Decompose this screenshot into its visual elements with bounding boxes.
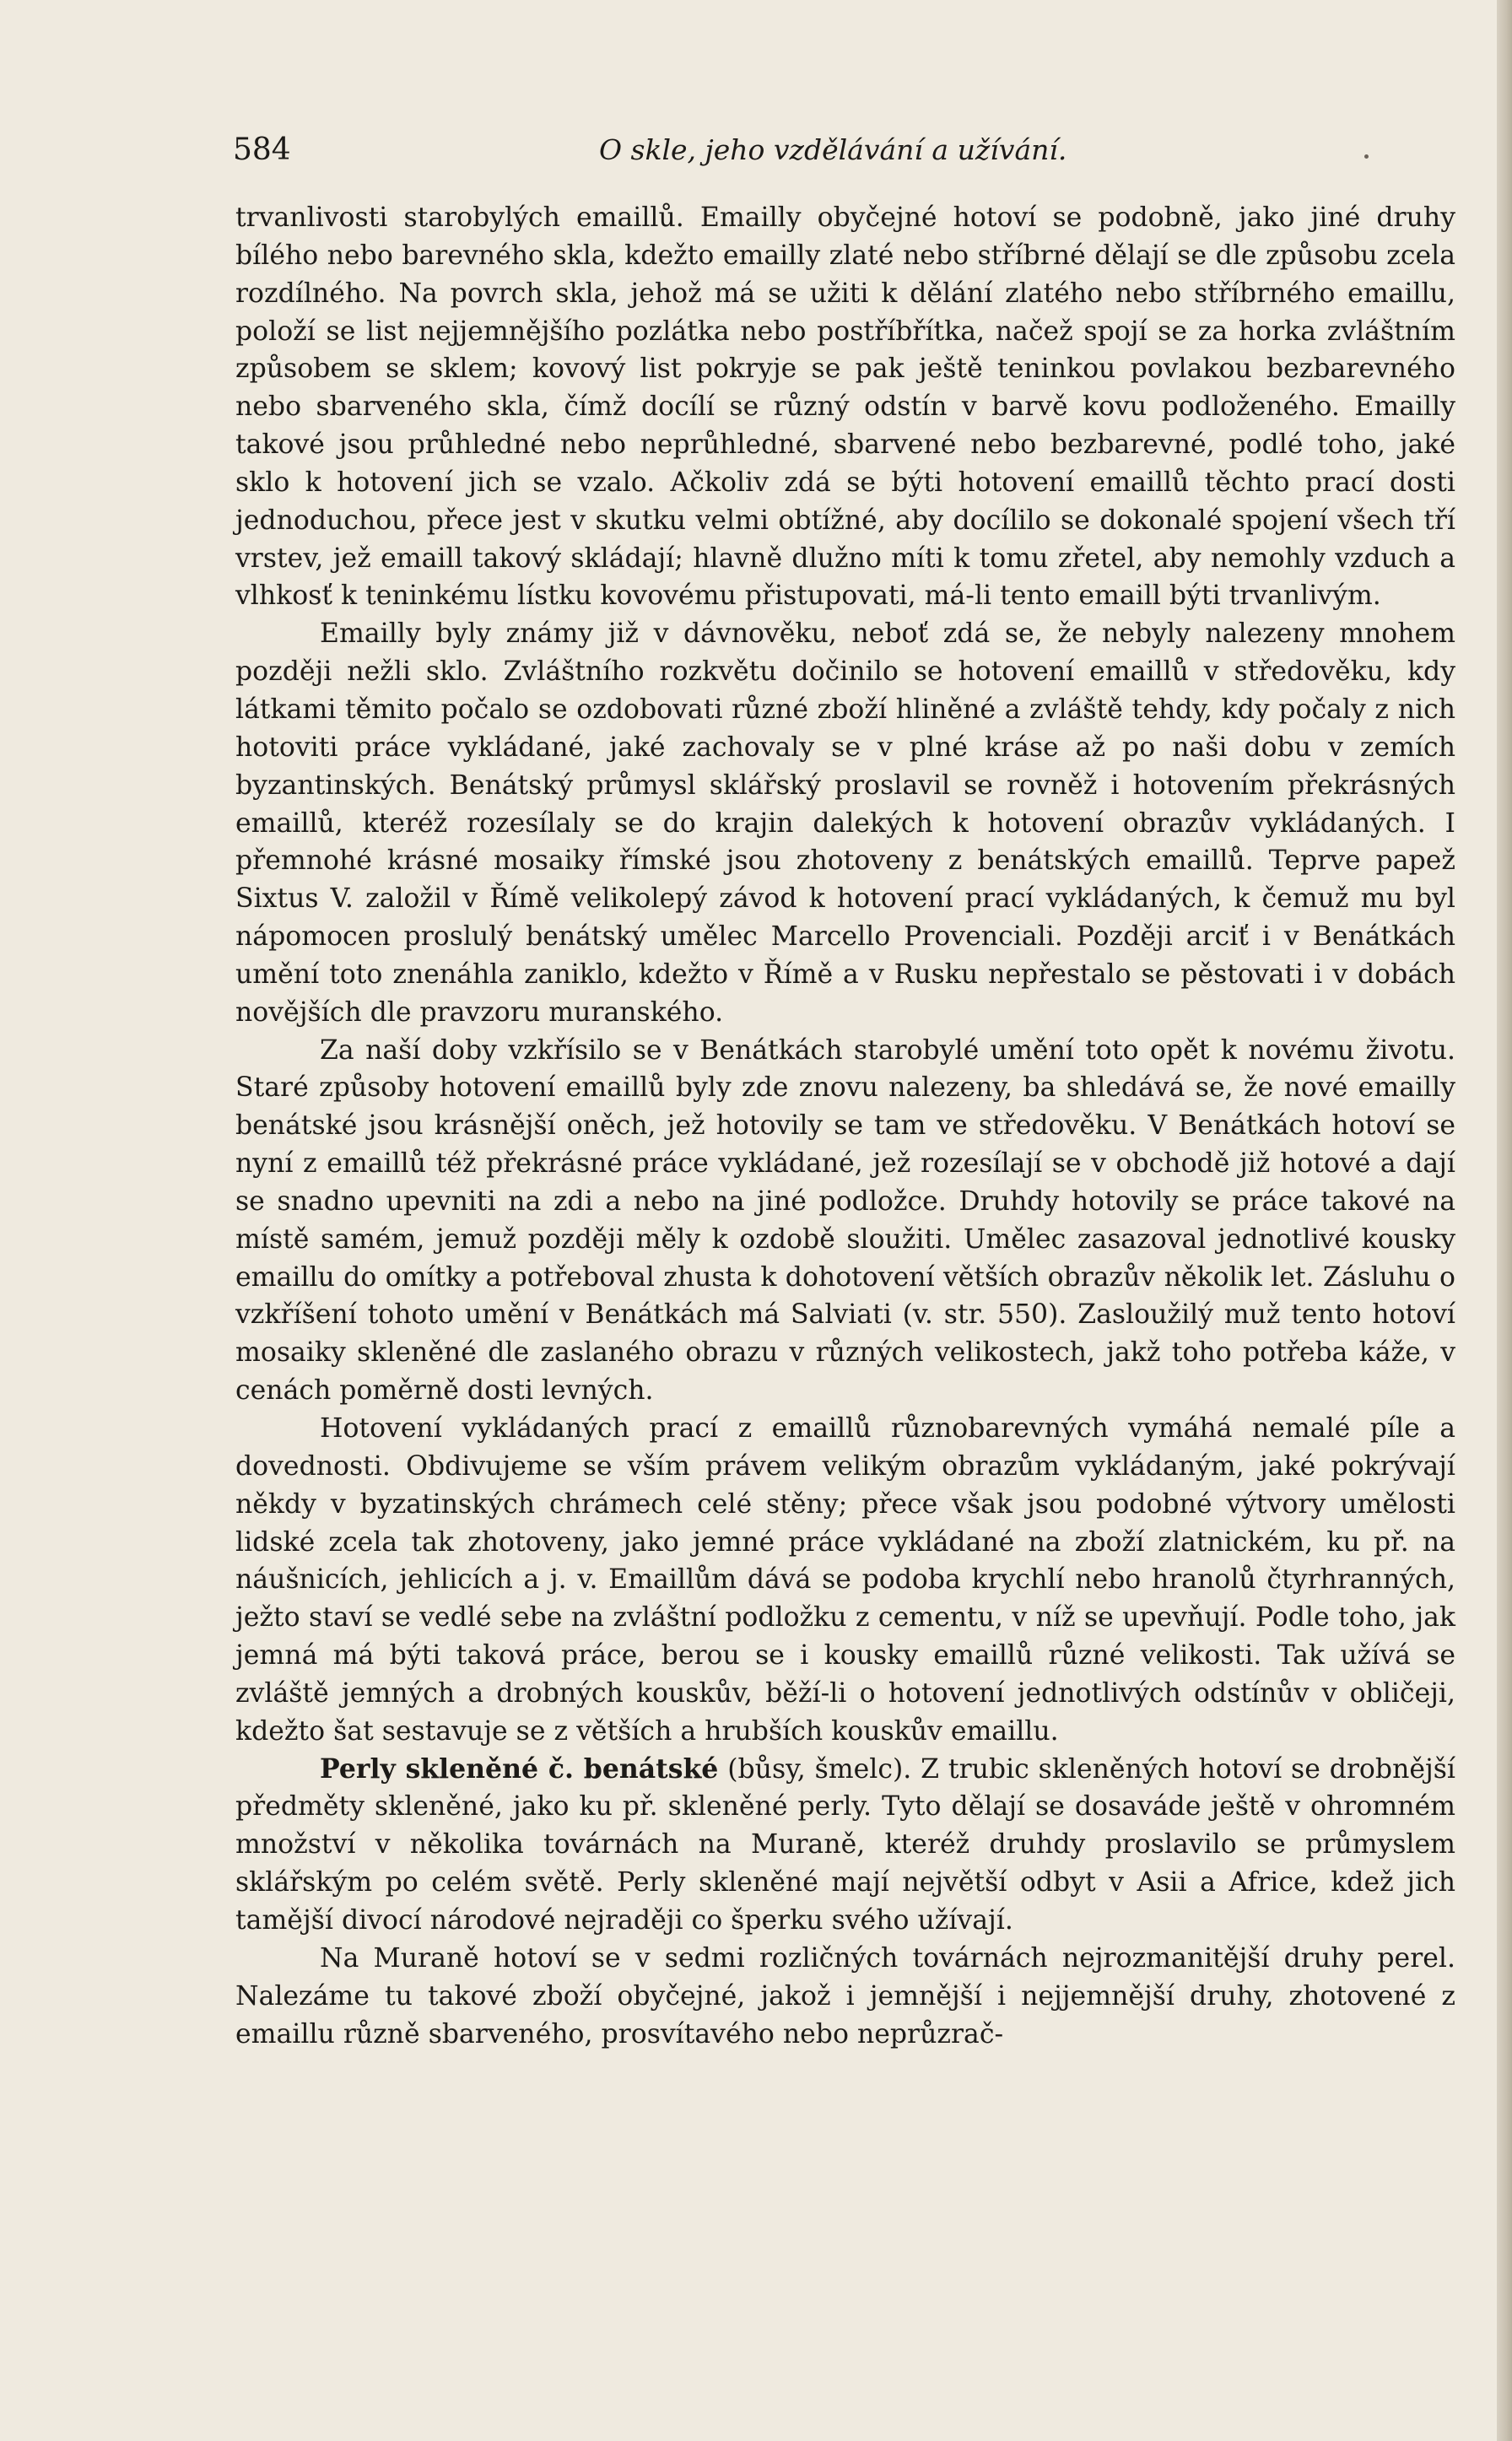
paragraph-text: trvanlivosti starobylých emaillů. Emailly obyčejné hotoví se podobně, jako jiné druhy bílého nebo barevného skla, kdežto emailly zlaté nebo stříbrné dělají se dle způsobu zcela rozdílného. Na povrch skla, jehož má se užiti k dělání zlatého nebo stříbrného emaillu, položí se list nejjemnějšího pozlátka nebo postříbřítka, načež spojí se za horka zvláštním způsobem se sklem; kovový list pokryje se pak ještě teninkou povlakou bezbarevného nebo sbarveného skla, čímž docílí se různý odstín v barvě kovu podloženého. Emailly takové jsou průhledné nebo neprůhledné, sbarvené nebo bezbarevné, podlé toho, jaké sklo k hotovení jich se vzalo. Ačkoliv zdá se býti hotovení emaillů těchto prací dosti jednoduchou, přece jest v skutku velmi obtížné, aby docílilo se dokonalé spojení všech tří vrstev, jež emaill takový skládají; hlavně dlužno míti k tomu zřetel, aby nemohly vzduch a vlhkosť k teninkému lístku kovovému přistupovati, má-li tento emaill býti trvanlivým. bbox=[235, 203, 1455, 612]
paragraph-glass-beads bbox=[235, 1751, 1455, 1940]
page-number: 584 bbox=[233, 132, 291, 167]
body-text bbox=[235, 199, 1455, 2053]
paragraph-text: Emailly byly známy již v dávnověku, neboť zdá se, že nebyly nalezeny mnohem později nežli sklo. Zvláštního rozkvětu dočinilo se hotovení emaillů v středověku, kdy látkami těmito počalo se ozdobovati různé zboží hliněné a zvláště tehdy, kdy počaly z nich hotoviti práce vykládané, jaké zachovaly se v plné kráse až po naši dobu v zemích byzantinských. Benátský průmysl sklářský proslavil se rovněž i hotovením překrásných emaillů, kteréž rozesílaly se do krajin dalekých k hotovení obrazův vykládaných. I přemnohé krásné mosaiky římské jsou zhotoveny z benátských emaillů. Teprve papež Sixtus V. založil v Římě velikolepý závod k hotovení prací vykládaných, k čemuž mu byl nápomocen proslulý benátský umělec Marcello Provenciali. Později arciť i v Benátkách umění toto znenáhla zaniklo, kdežto v Římě a v Rusku nepřestalo se pěstovati i v dobách novějších dle pravzoru muranského. bbox=[235, 618, 1455, 1028]
paragraph-text: Za naší doby vzkřísilo se v Benátkách starobylé umění toto opět k novému životu. Staré způsoby hotovení emaillů byly zde znovu nalezeny, ba shledává se, že nové emailly benátské jsou krásnější oněch, jež hotovily se tam ve středověku. V Benátkách hotoví se nyní z emaillů též překrásné práce vykládané, jež rozesílají se v obchodě již hotové a dají se snadno upevniti na zdi a nebo na jiné podložce. Druhdy hotovily se práce takové na místě samém, jemuž později měly k ozdobě sloužiti. Umělec zasazoval jednotlivé kousky emaillu do omítky a potřeboval zhusta k dohotovení větších obrazův několik let. Zásluhu o vzkříšení tohoto umění v Benátkách má Salviati (v. str. 550). Zasloužilý muž tento hotoví mosaiky skleněné dle zaslaného obrazu v různých velikostech, jakž toho potřeba káže, v cenách poměrně dosti levných. bbox=[235, 1034, 1455, 1407]
paragraph-enamel-durability bbox=[235, 199, 1455, 615]
paragraph-enamel-history bbox=[235, 615, 1455, 1031]
running-title: O skle, jeho vzdělávání a užívání. bbox=[599, 133, 1067, 166]
paragraph-text: Hotovení vykládaných prací z emaillů různobarevných vymáhá nemalé píle a dovednosti. Obdivujeme se vším právem velikým obrazům vykládaným, jaké pokrývají někdy v byzatinských chrámech celé stěny; přece však jsou podobné výtvory umělosti lidské zcela tak zhotoveny, jako jemné práce vykládané na zboží zlatnickém, ku př. na náušnicích, jehlicích a j. v. Emaillům dává se podoba krychlí nebo hranolů čtyrhranných, ježto staví se vedlé sebe na zvláštní podložku z cementu, v níž se upevňují. Podle toho, jak jemná má býti taková práce, berou se i kousky emaillů různé velikosti. Tak užívá se zvláště jemných a drobných kouskův, běží-li o hotovení jednotlivých odstínův v obličeji, kdežto šat sestavuje se z větších a hrubších kouskův emaillu. bbox=[235, 1413, 1455, 1747]
running-head bbox=[233, 125, 1456, 176]
paragraph-inlay-work bbox=[235, 1410, 1455, 1751]
paragraph-text: Na Muraně hotoví se v sedmi rozličných továrnách nejrozmanitější druhy perel. Nalezáme tu takové zboží obyčejné, jakož i jemnější i nejjemnější druhy, zhotovené z emaillu různě sbarveného, prosvítavého nebo neprůzrač- bbox=[235, 1942, 1455, 2049]
section-lead-heading: Perly skleněné č. benátské bbox=[320, 1752, 719, 1785]
paragraph-text: (bůsy, šmelc). Z trubic skleněných hotoví se drobnější předměty skleněné, jako ku př. skleněné perly. Tyto dělají se dosaváde ještě v ohromném množství v několika továrnách na Muraně, kteréž druhdy proslavilo se průmyslem sklářským po celém světě. Perly skleněné mají největší odbyt v Asii a Africe, kdež jich tamější divocí národové nejraději co šperku svého užívají. bbox=[235, 1753, 1456, 1936]
paragraph-venetian-revival bbox=[235, 1032, 1455, 1410]
printer-ornament bbox=[1364, 154, 1369, 159]
paragraph-murano-pearls bbox=[235, 1940, 1455, 2054]
page-binding-edge bbox=[1497, 0, 1512, 2441]
